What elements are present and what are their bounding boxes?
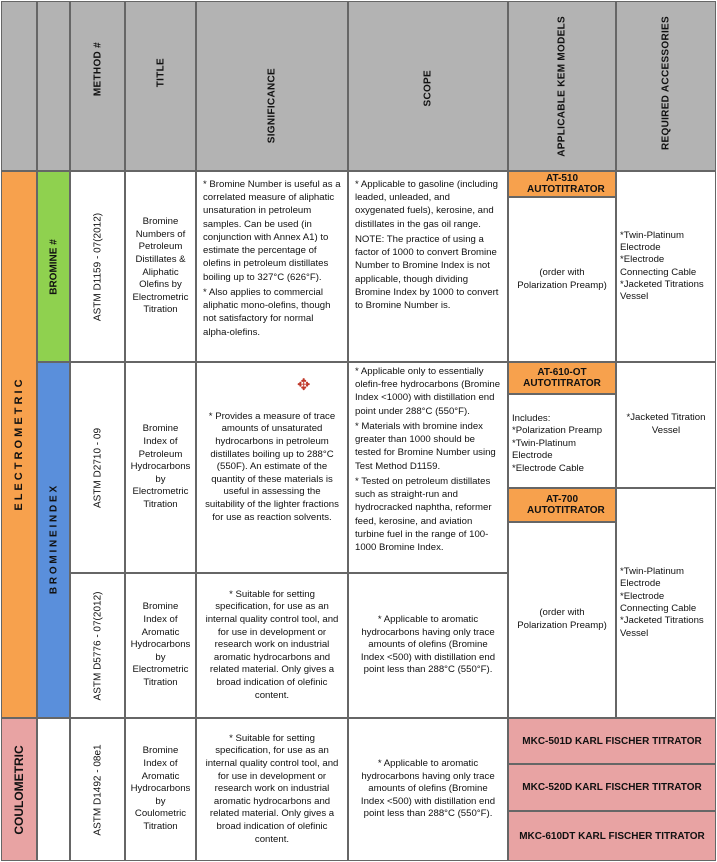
row1-accessories bbox=[616, 171, 716, 362]
model-mkc610 bbox=[508, 811, 716, 861]
row1-accessory-1: *Twin-Platinum Electrode bbox=[620, 229, 684, 253]
group-electrometric bbox=[1, 171, 37, 718]
row3-accessories bbox=[616, 488, 716, 718]
header-significance bbox=[196, 1, 348, 171]
header-accessories-label: REQUIRED ACCESSORIES bbox=[660, 16, 672, 150]
header-models bbox=[508, 1, 616, 171]
crosshair-cursor-icon: ✥ bbox=[297, 377, 311, 394]
row4-significance bbox=[196, 718, 348, 861]
row1-method bbox=[70, 171, 125, 362]
model-at510-note-text: (order with Polarization Preamp) bbox=[517, 266, 607, 291]
row1-title-text: Bromine Numbers of Petroleum Distillates & Aliphatic Olefins by Electrometric Titration bbox=[132, 215, 189, 316]
model-at700-text: AT-700 AUTOTITRATOR bbox=[527, 493, 605, 516]
row2-significance bbox=[196, 362, 348, 573]
row3-scope-text: * Applicable to aromatic hydrocarbons having only trace amounts of olefins (Bromine Index <500) with distillation end point less than 288°C (550°F). bbox=[360, 613, 496, 676]
row3-significance bbox=[196, 573, 348, 718]
row3-accessory-3: *Jacketed Titrations Vessel bbox=[620, 615, 704, 639]
row4-scope bbox=[348, 718, 508, 861]
bromine-index-label: B R O M I N E I N D E X bbox=[48, 485, 59, 595]
row2-scope bbox=[348, 362, 508, 573]
row1-significance bbox=[196, 171, 348, 362]
header-blank-2 bbox=[37, 1, 70, 171]
header-title-label: TITLE bbox=[155, 58, 166, 88]
group-coulometric-blank bbox=[37, 718, 70, 861]
model-at510 bbox=[508, 171, 616, 197]
model-at510-text: AT-510 AUTOTITRATOR bbox=[527, 172, 605, 195]
row3-method-text: ASTM D5776 - 07(2012) bbox=[92, 591, 103, 700]
row2-accessory-text: *Jacketed Titration Vessel bbox=[626, 412, 706, 436]
row2-title bbox=[125, 362, 196, 573]
row4-title bbox=[125, 718, 196, 861]
row1-accessory-3: *Jacketed Titrations Vessel bbox=[620, 278, 704, 303]
group-bromine-number bbox=[37, 171, 70, 362]
header-method-label: METHOD # bbox=[92, 42, 103, 97]
model-mkc501-text: MKC-501D KARL FISCHER TITRATOR bbox=[522, 735, 702, 747]
model-mkc610-text: MKC-610DT KARL FISCHER TITRATOR bbox=[519, 830, 705, 842]
row4-title-text: Bromine Index of Aromatic Hydrocarbons by Coulometric Titration bbox=[130, 745, 191, 833]
model-at700 bbox=[508, 488, 616, 522]
model-at700-note bbox=[508, 522, 616, 718]
includes-item-1: *Polarization Preamp bbox=[512, 425, 603, 437]
row2-accessories bbox=[616, 362, 716, 488]
row2-scope-p2: * Materials with bromine index greater than 1000 should be tested for Bromine Number using Test Method D1159. bbox=[355, 420, 496, 472]
header-models-label: APPLICABLE KEM MODELS bbox=[556, 16, 568, 157]
row3-scope bbox=[348, 573, 508, 718]
header-scope bbox=[348, 1, 508, 171]
row4-method-text: ASTM D1492 - 08e1 bbox=[92, 743, 103, 836]
header-title bbox=[125, 1, 196, 171]
row4-method bbox=[70, 718, 125, 861]
row3-accessory-1: *Twin-Platinum Electrode bbox=[620, 566, 684, 590]
model-mkc520-text: MKC-520D KARL FISCHER TITRATOR bbox=[522, 782, 702, 793]
header-scope-label: SCOPE bbox=[422, 70, 434, 107]
row2-title-text: Bromine Index of Petroleum Hydrocarbons by Electrometric Titration bbox=[130, 423, 191, 511]
header-significance-label: SIGNIFICANCE bbox=[266, 68, 278, 144]
group-bromine-index bbox=[37, 362, 70, 718]
row2-scope-p3: * Tested on petroleum distillates such as straight-run and hydrocracked naphtha, reformer feed, kerosine, and aviation turbine fuel in the range of 100-1000 Bromine Index. bbox=[355, 475, 492, 554]
row1-significance-p2: * Also applies to commercial aliphatic mono-olefins, though not satisfactory for normal alpha-olefins. bbox=[203, 286, 331, 338]
row1-method-text: ASTM D1159 - 07(2012) bbox=[92, 212, 103, 321]
model-at610-text: AT-610-OT AUTOTITRATOR bbox=[523, 366, 601, 389]
model-at610-includes bbox=[508, 394, 616, 488]
header-method bbox=[70, 1, 125, 171]
row3-significance-text: * Suitable for setting specification, for use as an internal quality control tool, and for use in development or research work on industrial aromatic hydrocarbons and related material. Only gives a broad indication of olefinic content. bbox=[205, 588, 339, 701]
includes-title: Includes: bbox=[512, 413, 551, 424]
coulometric-label: COULOMETRIC bbox=[12, 744, 26, 835]
row1-accessory-2: *Electrode Connecting Cable bbox=[620, 254, 697, 278]
model-at610 bbox=[508, 362, 616, 394]
row3-accessory-2: *Electrode Connecting Cable bbox=[620, 590, 697, 614]
row2-scope-p1: * Applicable only to essentially olefin-free hydrocarbons (Bromine Index <1000) with distillation end point under 288°C (550°F). bbox=[355, 366, 501, 417]
model-at700-note-text: (order with Polarization Preamp) bbox=[517, 607, 607, 631]
model-mkc520 bbox=[508, 764, 716, 811]
model-mkc501 bbox=[508, 718, 716, 764]
group-coulometric bbox=[1, 718, 37, 861]
row1-significance-p1: * Bromine Number is useful as a correlated measure of aliphatic unsaturation in petroleum samples. Can be used (in conjunction with Annex A1) to estimate the percentage of olefins in petroleum distillates boiling up to 327°C (626°F). bbox=[203, 179, 341, 283]
row2-method-text: ASTM D2710 - 09 bbox=[92, 427, 103, 508]
row3-title-text: Bromine Index of Aromatic Hydrocarbons by Electrometric Titration bbox=[130, 601, 191, 689]
row1-scope-p2: NOTE: The practice of using a factor of 1000 to convert Bromine Number to Bromine Index is not applicable, though dividing Bromine Index by 1000 to convert to Bromine Number is. bbox=[355, 233, 499, 312]
row2-significance-text: * Provides a measure of trace amounts of unsaturated hydrocarbons in petroleum distillates boiling up to 288°C (550F). An estimate of the quantity of these materials is useful in assessing the suitability of the lighter fractions for use as reaction solvents. bbox=[205, 410, 339, 523]
row3-title bbox=[125, 573, 196, 718]
row2-method bbox=[70, 362, 125, 573]
row1-scope-p1: * Applicable to gasoline (including leaded, unleaded, and oxygenated fuels), kerosine, and distillates in the gas oil range. bbox=[355, 179, 498, 230]
row1-scope bbox=[348, 171, 508, 362]
header-accessories bbox=[616, 1, 716, 171]
includes-item-2: *Twin-Platinum Electrode bbox=[512, 437, 576, 462]
row4-scope-text: * Applicable to aromatic hydrocarbons having only trace amounts of olefins (Bromine Index <500) with distillation end point less than 288°C (550°F). bbox=[360, 757, 496, 820]
electrometric-label: E L E C T R O M E T R I C bbox=[13, 378, 25, 511]
bromine-number-label: BROMINE # bbox=[48, 238, 59, 295]
row4-significance-text: * Suitable for setting specification, for use as an internal quality control tool, and for use in development or research work on industrial aromatic hydrocarbons and related material. Only gives a broad indication of olefinic content. bbox=[205, 732, 339, 845]
row1-title bbox=[125, 171, 196, 362]
header-blank-1 bbox=[1, 1, 37, 171]
model-at510-note bbox=[508, 197, 616, 362]
includes-item-3: *Electrode Cable bbox=[512, 462, 584, 474]
row3-method bbox=[70, 573, 125, 718]
